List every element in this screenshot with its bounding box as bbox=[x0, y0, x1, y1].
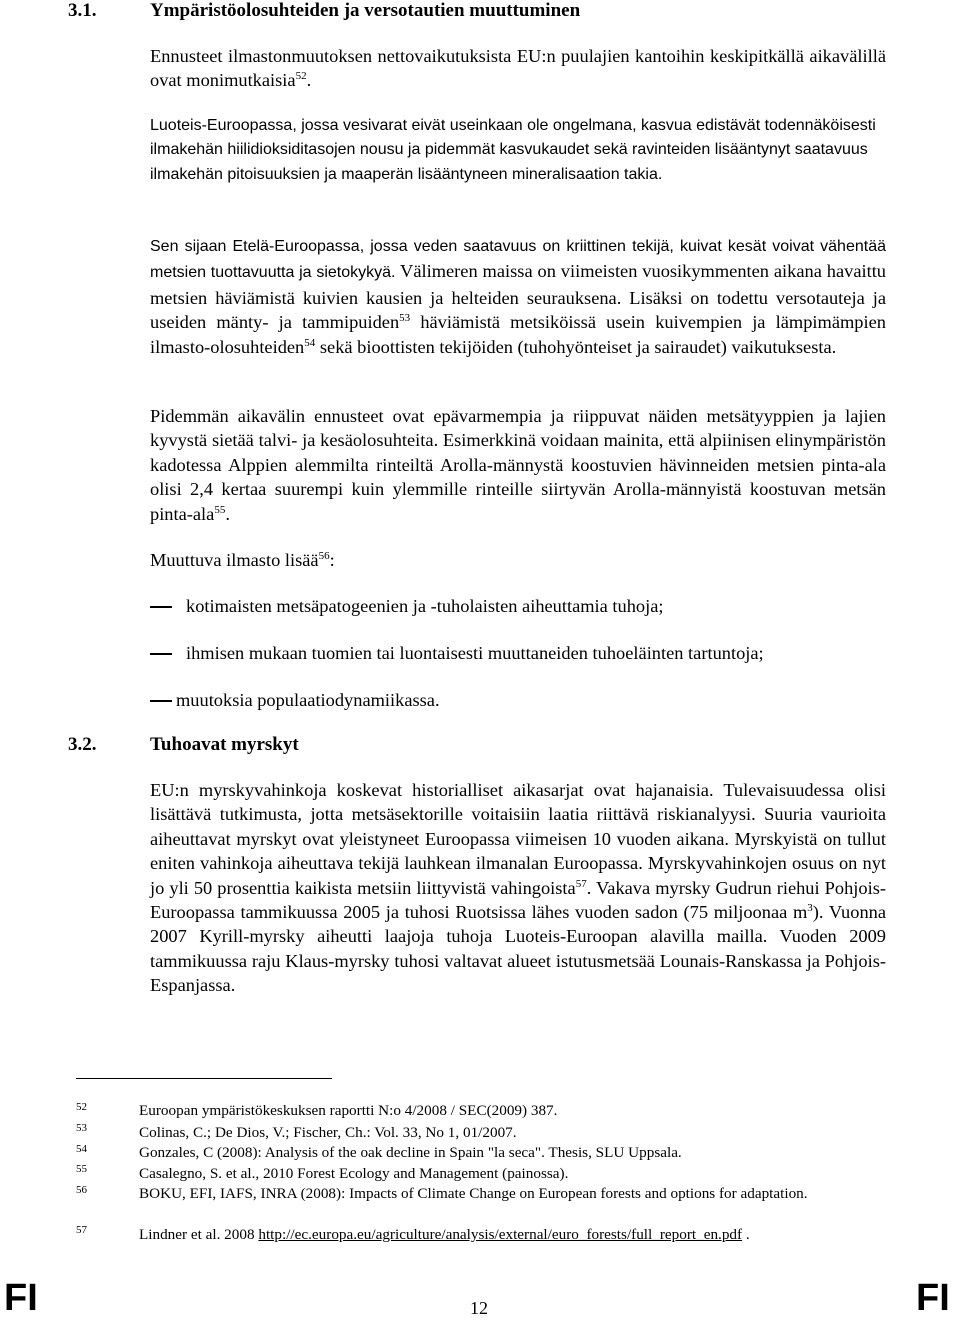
list-dash bbox=[150, 653, 172, 655]
list-dash bbox=[150, 606, 172, 608]
section-title: Tuhoavat myrskyt bbox=[150, 734, 299, 755]
list-item: ihmisen mukaan tuomien tai luontaisesti muuttaneiden tuhoeläinten tartuntoja; bbox=[186, 643, 764, 663]
intro-paragraph: Ennusteet ilmastonmuutoksen nettovaikutuksista EU:n puulajien kantoihin keskipitkällä aikavälillä ovat monimutkaisia$^{52}$. bbox=[150, 46, 886, 91]
footnote-number: 56 bbox=[76, 1184, 87, 1196]
footnote-text: Euroopan ympäristökeskuksen raportti N:o 4/2008 / SEC(2009) 387. bbox=[139, 1102, 558, 1119]
language-code-left: FI bbox=[4, 1277, 38, 1319]
footnote-ref: 57 bbox=[575, 877, 587, 890]
list-item: muutoksia populaatiodynamiikassa. bbox=[176, 690, 440, 710]
paragraph-northwest: Luoteis-Euroopassa, jossa vesivarat eivät useinkaan ole ongelmana, kasvua edistävät todennäköisesti ilmakehän hiilidioksiditasojen nousu ja pidemmät kasvukaudet sekä ravinteiden lisääntynyt saatavuus ilmakehän pitoisuuksien ja maaperän lisääntyneen mineralisaation takia. bbox=[150, 117, 876, 183]
list-dash bbox=[150, 700, 172, 702]
footnote-ref: 52 bbox=[295, 70, 307, 83]
section-title: Ympäristöolosuhteiden ja versotautien muuttuminen bbox=[150, 0, 581, 21]
footnote-number: 57 bbox=[76, 1224, 87, 1236]
footnote-text: Casalegno, S. et al., 2010 Forest Ecology and Management (painossa). bbox=[139, 1165, 569, 1182]
footnote-separator bbox=[76, 1078, 332, 1079]
footnote-ref: 54 bbox=[304, 336, 316, 349]
footnote-number: 55 bbox=[76, 1163, 87, 1175]
section-number: 3.2. bbox=[68, 734, 97, 755]
list-item: kotimaisten metsäpatogeenien ja -tuholaisten aiheuttamia tuhoja; bbox=[186, 596, 664, 616]
footnote-text: Colinas, C.; De Dios, V.; Fischer, Ch.: Vol. 33, No 1, 01/2007. bbox=[139, 1124, 517, 1141]
paragraph-south: Sen sijaan Etelä-Euroopassa, jossa veden saatavuus on kriittinen tekijä, kuivat kesät voivat vähentää metsien tuottavuutta ja sietokykyä. Välimeren maissa on viimeisten vuosikymmenten aikana havaittu metsien häviämistä kuivien kausien ja helteiden seurauksena. Lisäksi on todettu versotauteja ja useiden mänty- ja tammipuiden$^{53}$ häviämistä metsiköissä usein kuivempien ja lämpimämpien ilmasto-olosuhteiden$^{54}$ sekä bioottisten tekijöiden (tuhohyönteiset ja sairaudet) vaikutuksesta. bbox=[150, 238, 887, 357]
footnote-ref: 53 bbox=[399, 312, 411, 325]
paragraph-storms: EU:n myrskyvahinkoja koskevat historialliset aikasarjat ovat hajanaisia. Tulevaisuudessa olisi lisättävä tutkimusta, jotta metsäsektorille voitaisiin laatia riittävä riskianalyysi. Suuria vaurioita aiheuttavat myrskyt ovat yleistyneet Euroopassa viimeisen 10 vuoden aikana. Myrskyistä on tullut eniten vahinkoja aiheuttava tekijä lauhkean ilmanalan Euroopassa. Myrskyvahinkojen osuus on nyt jo yli 50 prosenttia kaikista metsiin liittyvistä vahingoista$^{57}$. Vakava myrsky Gudrun riehui Pohjois-Euroopassa tammikuussa 2005 ja tuhosi Ruotsissa lähes vuoden sadon (75 miljoonaa $m^3$). Vuonna 2007 Kyrill-myrsky aiheutti laajoja tuhoja Luoteis-Euroopan alavilla mailla. Vuoden 2009 tammikuussa raju Klaus-myrsky tuhosi valtavat alueet istutusmetsää Lounais-Ranskassa ja Pohjois-Espanjassa. bbox=[150, 780, 886, 996]
footnote-text: Gonzales, C (2008): Analysis of the oak decline in Spain "la seca". Thesis, SLU Uppsala. bbox=[139, 1144, 682, 1161]
footnote-number: 54 bbox=[76, 1143, 87, 1155]
footnote-ref: 3 bbox=[807, 902, 813, 915]
list-intro: Muuttuva ilmasto lisää$^{56}$: bbox=[150, 550, 335, 570]
paragraph-longterm: Pidemmän aikavälin ennusteet ovat epävarmempia ja riippuvat näiden metsätyyppien ja lajien kyvystä sietää talvi- ja kesäolosuhteita. Esimerkkinä voidaan mainita, että alpiinisen elinympäristön kadotessa Alppien alemmilta rinteiltä Arolla-männystä koostuvien hävinneiden metsien pinta-ala olisi 2,4 kertaa suurempi kuin ylemmille rinteille siirtyvän Arolla-männyistä koostuvan metsän pinta-ala$^{55}$. bbox=[150, 406, 886, 524]
footnote-link[interactable]: http://ec.europa.eu/agriculture/analysis/external/euro_forests/full_report_en.pdf bbox=[258, 1226, 743, 1243]
language-code-right: FI bbox=[916, 1277, 950, 1319]
footnote-text: Lindner et al. 2008 http://ec.europa.eu/agriculture/analysis/external/euro_forests/full_report_en.pdf . bbox=[139, 1226, 750, 1243]
footnote-text: BOKU, EFI, IAFS, INRA (2008): Impacts of Climate Change on European forests and options for adaptation. bbox=[139, 1185, 808, 1202]
footnote-ref: 55 bbox=[214, 503, 226, 516]
page-number: 12 bbox=[470, 1298, 488, 1318]
footnote-number: 53 bbox=[76, 1122, 87, 1134]
footnote-number: 52 bbox=[76, 1101, 87, 1113]
footnote-ref: 56 bbox=[318, 550, 330, 562]
section-number: 3.1. bbox=[68, 0, 97, 21]
